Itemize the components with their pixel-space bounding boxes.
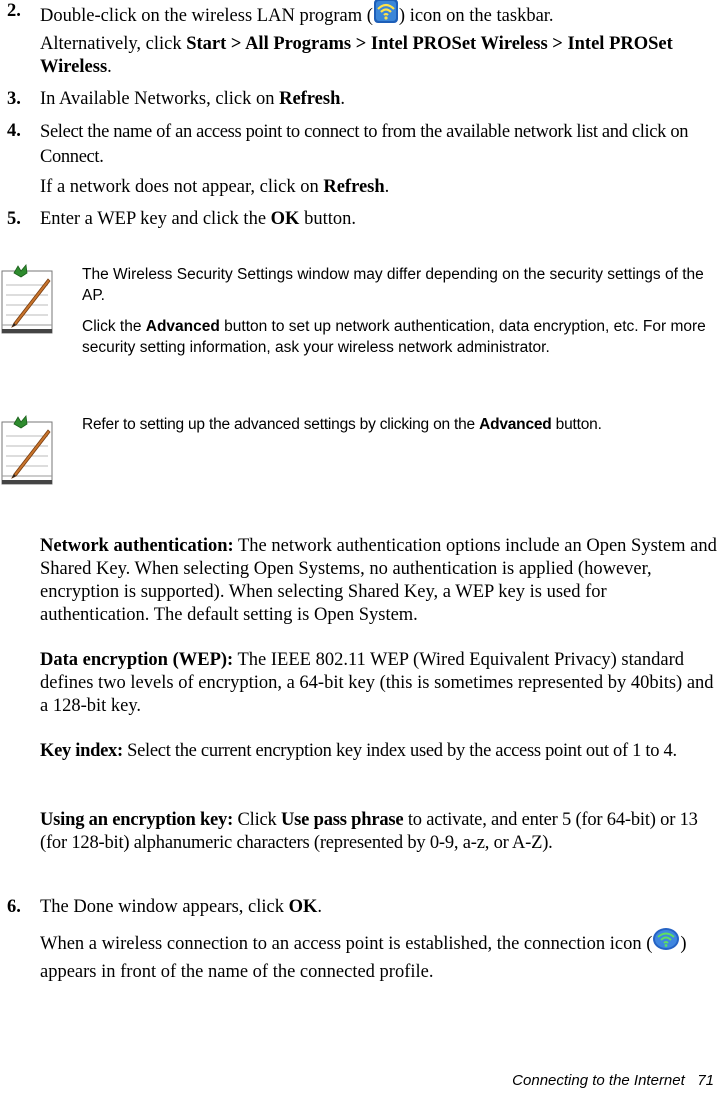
definition-key-index <box>40 740 718 763</box>
note-2-pre: Refer to setting up the advanced settings by clicking on the <box>82 416 480 433</box>
step-5-post: button. <box>299 209 356 229</box>
definition-text: The network authentication options include an Open System and Shared Key. When selecting Open Systems, no authentication is applied (however, encryption is supported). When selecting Shared Key, a WEP key is used for authentication. The default setting is Open System. <box>40 536 717 625</box>
footer-section: Connecting to the Internet <box>512 1072 685 1089</box>
alt-pre: Alternatively, click <box>40 34 187 54</box>
definition-term: Key index: <box>40 741 123 761</box>
step-5-pre: Enter a WEP key and click the <box>40 209 271 229</box>
definition-text: The IEEE 802.11 WEP (Wired Equivalent Privacy) standard defines two levels of encryption, a 64-bit key (this is sometimes represented by 40bits) and a 128-bit key. <box>40 650 714 716</box>
ok-label: OK <box>288 897 318 917</box>
step-6-sub <box>40 929 718 984</box>
step-6-post: . <box>317 897 323 917</box>
definition-text-pre: Click <box>233 810 282 830</box>
step-2-pre: Double-click on the wireless LAN program ( <box>40 5 373 26</box>
step-4-sub-pre: If a network does not appear, click on <box>40 177 324 197</box>
step-2-text <box>40 0 718 33</box>
step-2-post: ) icon on the taskbar. <box>398 5 554 26</box>
step-5-text <box>40 208 718 231</box>
step-3-post: . <box>340 89 346 109</box>
alt-post: . <box>107 57 112 77</box>
definition-term: Network authentication: <box>40 536 234 556</box>
refresh-label: Refresh <box>323 177 385 197</box>
step-2-alternative <box>40 33 718 79</box>
note-1-line-2 <box>82 316 718 358</box>
step-number: 5. <box>7 209 21 229</box>
step-6-pre: The Done window appears, click <box>40 897 289 917</box>
step-4-sub-post: . <box>384 177 390 197</box>
note-2-text <box>82 414 718 435</box>
connection-status-icon <box>652 927 680 958</box>
step-4-sub <box>40 176 718 199</box>
step-6-sub-post: ) appears in front of the name of the connected profile. <box>40 933 687 982</box>
step-6-text <box>40 896 718 919</box>
advanced-label: Advanced <box>145 318 220 335</box>
advanced-label: Advanced <box>479 416 552 433</box>
step-number: 6. <box>7 897 21 917</box>
definition-term: Using an encryption key: <box>40 810 234 830</box>
definition-term: Data encryption (WEP): <box>40 650 234 670</box>
menu-path: Start > All Programs > Intel PROSet Wireless > Intel PROSet Wireless <box>40 34 673 77</box>
note-1-post: button to set up network authentication, data encryption, etc. For more security setting information, ask your wireless network administrator. <box>82 318 706 356</box>
note-1-line-1: The Wireless Security Settings window may differ depending on the security settings of the AP. <box>82 266 704 304</box>
note-1-pre: Click the <box>82 318 146 335</box>
note-pencil-icon <box>0 414 56 491</box>
ok-label: OK <box>270 209 300 229</box>
step-number: 2. <box>7 1 21 21</box>
refresh-label: Refresh <box>279 89 341 109</box>
page-number: 71 <box>697 1072 714 1089</box>
definition-data-encryption <box>40 649 718 718</box>
step-number: 3. <box>7 89 21 109</box>
definition-encryption-key <box>40 809 718 855</box>
definition-network-authentication <box>40 535 718 627</box>
wireless-lan-taskbar-icon <box>373 0 399 31</box>
use-pass-phrase-label: Use pass phrase <box>281 810 404 830</box>
definition-text: Select the current encryption key index used by the access point out of 1 to 4. <box>122 741 677 761</box>
definition-text: to activate, and enter 5 (for 64-bit) or 13 (for 128-bit) alphanumeric characters (represented by 0-9, a-z, or A-Z). <box>40 810 698 853</box>
page-footer <box>512 1072 714 1089</box>
note-2-post: button. <box>551 416 602 433</box>
step-3-text <box>40 88 718 111</box>
step-4-text: Select the name of an access point to connect to from the available network list and click on Connect. <box>40 122 689 167</box>
step-3-pre: In Available Networks, click on <box>40 89 280 109</box>
note-pencil-icon <box>0 263 56 340</box>
step-number: 4. <box>7 121 21 141</box>
step-6-sub-pre: When a wireless connection to an access point is established, the connection icon ( <box>40 933 653 954</box>
